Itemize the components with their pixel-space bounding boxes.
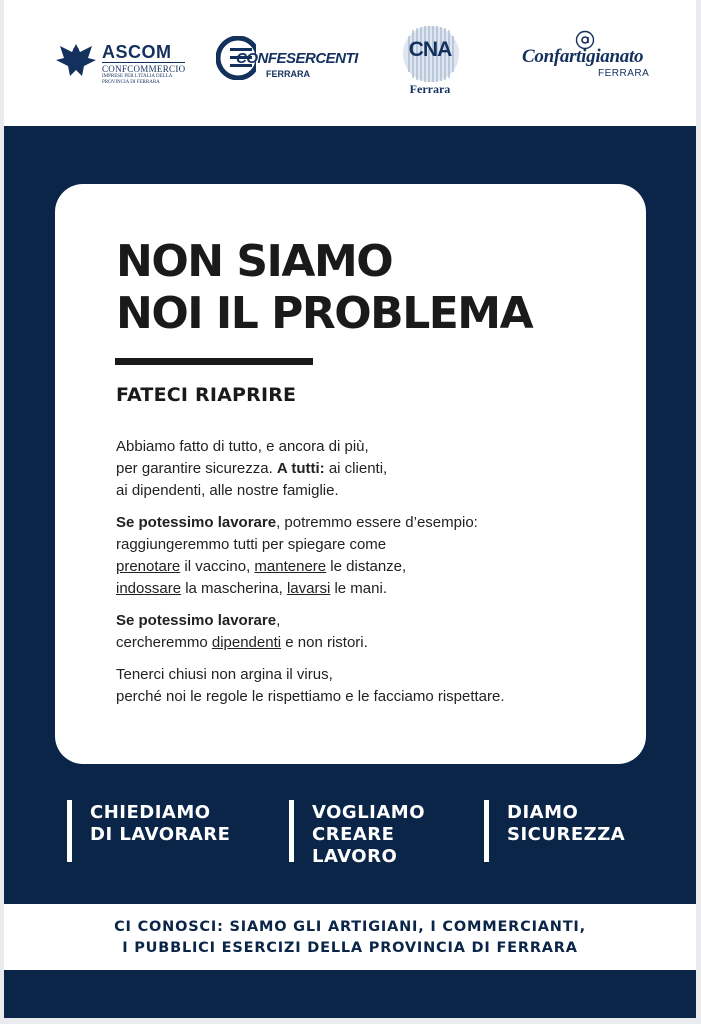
p2-line-2: raggiungeremmo tutti per spiegare come xyxy=(116,536,387,553)
confartigianato-name: Confartigianato xyxy=(522,46,644,67)
p3-text: , xyxy=(276,612,281,629)
eagle-icon xyxy=(54,40,98,80)
confesercenti-logo xyxy=(216,28,358,98)
headline-line-1: NON SIAMO xyxy=(116,236,393,287)
pillars xyxy=(4,800,696,865)
ascom-logo xyxy=(54,28,194,98)
p2-text: , potremmo essere d’esempio: xyxy=(276,514,478,531)
footer-line-2: I PUBBLICI ESERCIZI DELLA PROVINCIA DI FERRARA xyxy=(122,940,578,956)
paragraph-3 xyxy=(116,610,616,654)
pillar-line: VOGLIAMO xyxy=(312,802,426,823)
p2-bold: Se potessimo lavorare xyxy=(116,514,277,531)
confartigianato-city: FERRARA xyxy=(598,68,650,79)
subhead: FATECI RIAPRIRE xyxy=(116,384,297,406)
ascom-line2: IMPRESE PER L'ITALIA DELLA PROVINCIA DI FERRARA xyxy=(102,74,173,85)
pillar-line: LAVORO xyxy=(312,846,398,867)
p1-text: per garantire sicurezza. xyxy=(116,460,277,477)
cna-name: CNA xyxy=(408,38,452,61)
p2-text: il vaccino, xyxy=(180,558,255,575)
p1-line-1: Abbiamo fatto di tutto, e ancora di più, xyxy=(116,438,369,455)
p3-line-1 xyxy=(116,610,616,632)
pillar-vogliamo xyxy=(289,800,426,867)
pillar-line: DIAMO xyxy=(507,802,579,823)
headline xyxy=(116,236,532,340)
p2-line-1 xyxy=(116,512,616,534)
footer-band xyxy=(4,904,696,970)
message-card xyxy=(55,184,646,764)
paragraph-1 xyxy=(116,436,616,502)
pillar-line: CREARE xyxy=(312,824,395,845)
headline-line-2: NOI IL PROBLEMA xyxy=(116,288,533,339)
confesercenti-name: CONFESERCENTI xyxy=(236,50,358,67)
p2-line-3 xyxy=(116,556,616,578)
pillar-line: SICUREZZA xyxy=(507,824,626,845)
p3-text: e non ristori. xyxy=(281,634,368,651)
pillar-line: DI LAVORARE xyxy=(90,824,231,845)
p2-line-4 xyxy=(116,578,616,600)
poster xyxy=(4,0,696,1018)
p3-line-2 xyxy=(116,632,616,654)
p3-underlined: dipendenti xyxy=(211,634,282,651)
pillar-chiediamo xyxy=(67,800,231,862)
p2-text: le mani. xyxy=(330,580,387,597)
cna-city: Ferrara xyxy=(409,82,451,96)
p2-underlined: lavarsi xyxy=(286,580,331,597)
logo-bar xyxy=(4,0,696,126)
p1-line-3: ai dipendenti, alle nostre famiglie. xyxy=(116,482,339,499)
footer-line-1: CI CONOSCI: SIAMO GLI ARTIGIANI, I COMMERCIANTI, xyxy=(114,919,586,935)
p3-text: cercheremmo xyxy=(116,634,212,651)
p1-line-2 xyxy=(116,458,616,480)
p4-line-1: Tenerci chiusi non argina il virus, xyxy=(116,666,333,683)
p2-underlined: indossare xyxy=(116,580,182,597)
p1-bold: A tutti: xyxy=(276,460,325,477)
p2-underlined: mantenere xyxy=(254,558,327,575)
p2-text: la mascherina, xyxy=(181,580,287,597)
p1-text: ai clienti, xyxy=(324,460,388,477)
body-text xyxy=(116,436,616,718)
pillar-diamo xyxy=(484,800,626,862)
ascom-line1: CONFCOMMERCIO xyxy=(102,64,186,74)
p3-bold: Se potessimo lavorare xyxy=(116,612,277,629)
p2-text: le distanze, xyxy=(326,558,407,575)
ascom-name: ASCOM xyxy=(102,42,172,62)
paragraph-2 xyxy=(116,512,616,600)
confartigianato-logo xyxy=(520,28,660,98)
paragraph-4 xyxy=(116,664,616,708)
cna-logo xyxy=(397,28,467,98)
confesercenti-city: FERRARA xyxy=(266,69,310,79)
p2-underlined: prenotare xyxy=(116,558,181,575)
pillar-line: CHIEDIAMO xyxy=(90,802,211,823)
p4-line-2: perché noi le regole le rispettiamo e le facciamo rispettare. xyxy=(116,688,505,705)
headline-divider xyxy=(115,358,313,365)
